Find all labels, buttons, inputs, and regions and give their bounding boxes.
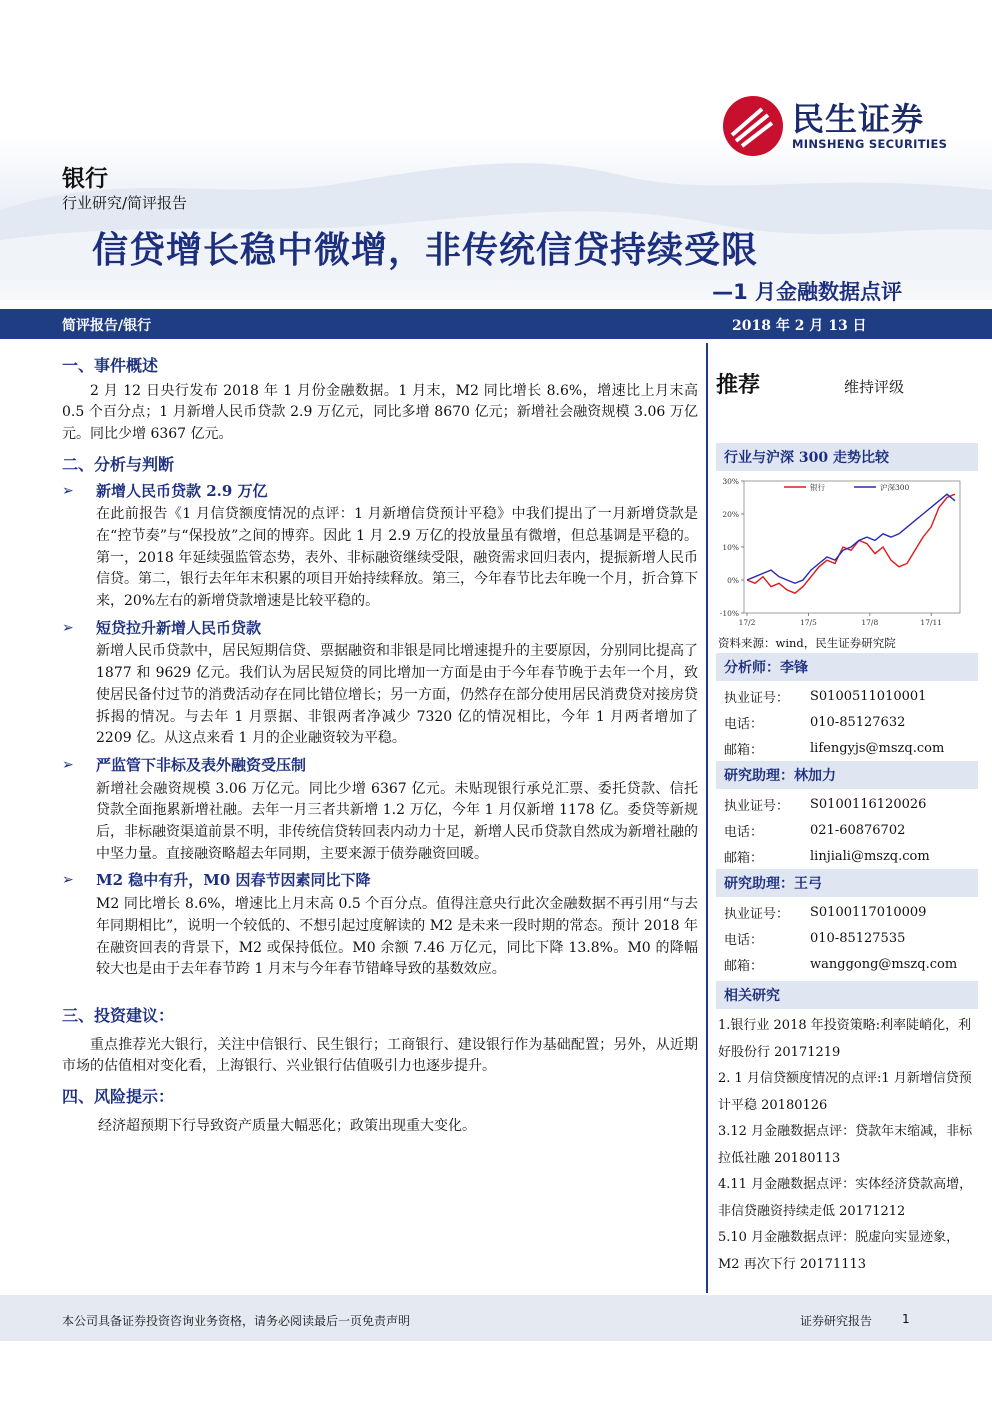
x-tick-label: 17/2 [738, 618, 756, 627]
analyst-license: 执业证号： S0100511010001 [724, 688, 927, 706]
section-4-text: 经济超预期下行导致资产质量大幅恶化；政策出现重大变化。 [98, 1117, 476, 1134]
band-category: 简评报告/银行 [62, 318, 152, 334]
section-heading-4: 四、风险提示： [62, 1087, 175, 1107]
rating-value: 推荐 [716, 373, 761, 398]
chart-heading: 行业与沪深 300 走势比较 [716, 443, 978, 471]
assistant1-email: 邮箱： linjiali@mszq.com [724, 848, 930, 866]
assistant2-phone: 电话： 010-85127535 [724, 930, 906, 948]
analysis-item-3-text: 新增社会融资规模 3.06 万亿元。同比少增 6367 亿元。未贴现银行承兑汇票、委托贷款、信托贷款全面拖累新增社融。去年一月三者共新增 1.2 万亿，今年 1 月仅新增 1178 亿。委贷等新规后，非标融资渠道前景不明，非传统信贷转回表内动力十足，新增人民币贷款自然成为新增社融的中坚力量。直接融资略超去年同期，主要来源于债券融资回暖。 [96, 780, 698, 862]
analyst-phone: 电话： 010-85127632 [724, 714, 906, 732]
brand-name-cn: 民生证券 [792, 100, 925, 138]
related-item[interactable]: 2. 1 月信贷额度情况的点评:1 月新增信贷预计平稳 20180126 [718, 1071, 972, 1113]
x-tick-label: 17/11 [920, 618, 943, 627]
series-line-1 [747, 494, 955, 593]
trend-chart-svg [716, 471, 978, 633]
analyst-email: 邮箱： lifengyjs@mszq.com [724, 740, 945, 758]
assistant1-license: 执业证号： S0100116120026 [724, 796, 927, 814]
chart-source: 资料来源：wind，民生证券研究院 [718, 636, 896, 650]
related-item[interactable]: 5.10 月金融数据点评：脱虚向实显迹象，M2 再次下行 20171113 [718, 1230, 960, 1272]
x-tick-label: 17/8 [861, 618, 879, 627]
report-subtitle: —1 月金融数据点评 [712, 280, 902, 304]
section-3-text: 重点推荐光大银行，关注中信银行、民生银行；工商银行、建设银行作为基础配置；另外，从近期市场的估值相对变化看，上海银行、兴业银行估值吸引力也逐步提升。 [62, 1036, 698, 1075]
main-column [62, 355, 698, 1138]
assistant1-heading: 研究助理：林加力 [716, 761, 978, 789]
x-tick-label: 17/5 [799, 618, 817, 627]
bullet-arrow-icon: ➢ [62, 756, 74, 773]
industry-label: 银行 [62, 166, 108, 192]
section-heading-1: 一、事件概述 [62, 356, 159, 375]
analysis-item-1-text: 在此前报告《1 月信贷额度情况的点评：1 月新增信贷预计平稳》中我们提出了一月新增贷款是在“控节奏”与“保投放”之间的博弈。因此 1 月 2.9 万亿的投放量虽有微增，但总基调是平稳的。第一，2018 年延续强监管态势，表外、非标融资继续受限，融资需求回归表内，提振新增人民币信贷。第二，银行去年年末积累的项目开始持续释放。第三，今年春节比去年晚一个月，折合算下来，20%左右的新增贷款增速是比较平稳的。 [96, 506, 698, 610]
report-title: 信贷增长稳中微增，非传统信贷持续受限 [92, 230, 759, 271]
related-list [716, 1013, 978, 1278]
y-tick-label: -10% [719, 609, 739, 618]
analysis-item-4-title: ➢ M2 稳中有升，M0 因春节因素同比下降 [62, 870, 698, 892]
section-1-text: 2 月 12 日央行发布 2018 年 1 月份金融数据。1 月末，M2 同比增长 8.6%，增速比上月末高 0.5 个百分点；1 月新增人民币贷款 2.9 万亿元，同比多增 8670 亿元；新增社会融资规模 3.06 万亿元。同比少增 6367 亿元。 [62, 382, 698, 443]
brand-name-en: MINSHENG SECURITIES [792, 137, 948, 151]
footer-disclaimer: 本公司具备证券投资咨询业务资格，请务必阅读最后一页免责声明 [62, 1314, 411, 1328]
rating-note: 维持评级 [844, 378, 905, 396]
report-date: 2018 年 2 月 13 日 [732, 318, 867, 334]
analysis-item-4-text: M2 同比增长 8.6%，增速比上月末高 0.5 个百分点。值得注意央行此次金融数据不再引用“与去年同期相比”，说明一个较低的、不想引起过度解读的 M2 是未来一段时期的常态。预计 2018 年在融资回表的背景下，M2 或保持低位。M0 余额 7.46 万亿元，同比下降 13.8%。M0 的降幅较大也是由于去年春节跨 1 月末与今年春节错峰导致的基数效应。 [96, 896, 698, 978]
series-line-2 [747, 494, 955, 583]
analysis-item-1-title: ➢ 新增人民币贷款 2.9 万亿 [62, 481, 698, 503]
assistant2-heading: 研究助理：王弓 [716, 869, 978, 897]
trend-chart [716, 471, 978, 633]
y-tick-label: 0% [727, 576, 739, 585]
related-item[interactable]: 1.银行业 2018 年投资策略:利率陡峭化，利好股份行 20171219 [718, 1018, 972, 1060]
analysis-item-3-title: ➢ 严监管下非标及表外融资受压制 [62, 755, 698, 777]
report-type: 行业研究/简评报告 [62, 194, 188, 212]
column-divider [706, 343, 708, 1293]
y-tick-label: 20% [722, 510, 739, 519]
legend-label-1: 银行 [810, 483, 825, 492]
legend-label-2: 沪深300 [880, 483, 910, 492]
brand-logo [722, 95, 947, 157]
y-tick-label: 10% [722, 543, 739, 552]
assistant2-email: 邮箱： wanggong@mszq.com [724, 956, 958, 974]
assistant2-license: 执业证号： S0100117010009 [724, 904, 927, 922]
related-item[interactable]: 4.11 月金融数据点评：实体经济贷款高增，非信贷融资持续走低 20171212 [718, 1177, 973, 1219]
page-number: 1 [902, 1312, 910, 1326]
bullet-arrow-icon: ➢ [62, 872, 74, 889]
assistant1-phone: 电话： 021-60876702 [724, 822, 906, 840]
bullet-arrow-icon: ➢ [62, 482, 74, 499]
section-heading-3: 三、投资建议： [62, 1005, 175, 1025]
analysis-item-2-title: ➢ 短贷拉升新增人民币贷款 [62, 618, 698, 640]
related-item[interactable]: 3.12 月金融数据点评：贷款年末缩减，非标拉低社融 20180113 [718, 1124, 973, 1166]
rating-box [716, 368, 978, 399]
brand-mark-icon [722, 95, 784, 157]
related-heading: 相关研究 [716, 981, 978, 1009]
footer-label: 证券研究报告 [800, 1314, 873, 1328]
sidebar [716, 343, 978, 1278]
y-tick-label: 30% [722, 477, 739, 486]
bullet-arrow-icon: ➢ [62, 619, 74, 636]
analysis-item-2-text: 新增人民币贷款中，居民短期信贷、票据融资和非银是同比增速提升的主要原因，分别同比提高了 1877 和 9629 亿元。我们认为居民短贷的同比增加一方面是由于今年春节晚于去年一个月，致使居民备付过节的消费活动存在同比错位增长；另一方面，仍然存在部分使用居民消费贷对接房贷拆揭的情况。与去年 1 月票据、非银两者净减少 7320 亿的情况相比，今年 1 月两者增加了 2209 亿。从这点来看 1 月的企业融资较为平稳。 [96, 643, 698, 747]
section-heading-2: 二、分析与判断 [62, 454, 175, 474]
analyst-heading: 分析师：李锋 [716, 653, 978, 681]
